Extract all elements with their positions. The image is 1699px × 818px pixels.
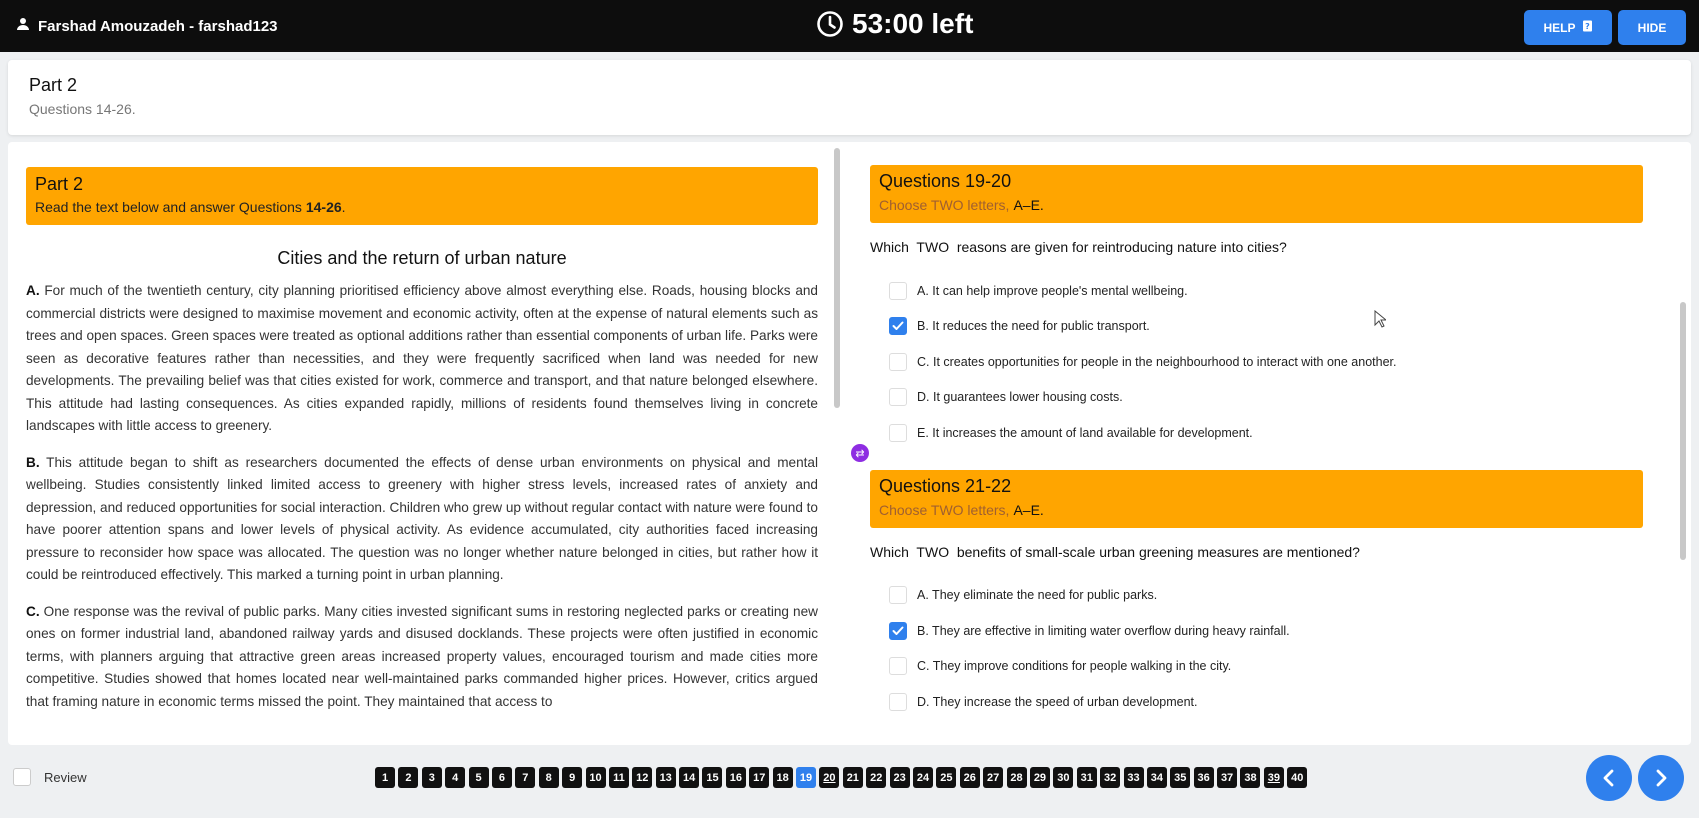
banner-range: 14-26 [305,199,342,215]
top-bar [0,0,1699,52]
question-number-39[interactable]: 39 [1264,767,1284,788]
paragraph-letter: C. [26,603,40,619]
passage-scrollbar[interactable] [834,148,840,408]
bottom-bar [8,750,1691,807]
part-subtitle: Questions 14-26. [29,101,136,117]
clock-icon [816,10,844,38]
paragraph-text: This attitude began to shift as researchers documented the effects of dense urban environments on physical and mental wellbeing. Studies consistently linked limited access to greenery with higher stress levels, increased rates of anxiety and depression, and reduced opportunities for social interaction. Children who grew up without regular contact with nature were found to have poorer attention spans and lower levels of physical activity. As evidence accumulated, city authorities faced increasing pressure to reconsider how space was allocated. The question was no longer whether nature belonged in cities, but rather how it could be reintroduced effectively. This marked a turning point in urban planning. [26,454,818,582]
question-number-32[interactable]: 32 [1100,767,1120,788]
option-checkbox[interactable] [889,424,907,442]
question-number-38[interactable]: 38 [1240,767,1260,788]
hide-label: HIDE [1637,20,1667,35]
part-header [8,60,1691,135]
question-number-37[interactable]: 37 [1217,767,1237,788]
swap-icon[interactable]: ⇄ [851,444,869,462]
instruction-hint: Choose TWO letters, [879,501,1010,518]
option-label: D. It guarantees lower housing costs. [917,390,1123,405]
questions-pane[interactable] [870,165,1643,735]
question-number-14[interactable]: 14 [679,767,699,788]
user-name: Farshad Amouzadeh - farshad123 [38,17,278,35]
option-label: D. They increase the speed of urban development. [917,694,1198,709]
paragraph-letter: A. [26,283,40,298]
question-number-11[interactable]: 11 [609,767,629,788]
answer-option[interactable] [870,578,1643,614]
question-number-3[interactable]: 3 [422,767,442,788]
question-number-10[interactable]: 10 [586,767,606,788]
paragraph-letter: B. [26,454,40,470]
mouse-cursor-icon [1374,310,1386,331]
passage-paragraph [26,601,818,714]
option-label: C. They improve conditions for people walking in the city. [917,659,1232,674]
svg-text:?: ? [1584,22,1590,31]
banner-end: . [341,199,346,215]
timer [816,8,973,40]
help-label: HELP [1543,20,1576,35]
passage-banner [26,167,818,225]
instruction-letters: A–E. [1013,197,1044,213]
banner-text: Read the text below and answer Questions [35,199,306,215]
review-checkbox[interactable] [13,768,31,786]
question-number-33[interactable]: 33 [1124,767,1144,788]
option-checkbox[interactable] [889,586,907,604]
answer-option[interactable] [870,415,1643,451]
timer-text: 53:00 left [852,8,974,39]
question-banner [870,470,1643,528]
answer-option[interactable] [870,273,1643,309]
question-number-9[interactable]: 9 [562,767,582,788]
answer-option[interactable] [870,309,1643,345]
question-number-22[interactable]: 22 [866,767,886,788]
option-checkbox[interactable] [889,657,907,675]
question-number-25[interactable]: 25 [936,767,956,788]
chevron-right-icon [1654,769,1668,787]
question-number-16[interactable]: 16 [726,767,746,788]
review-toggle[interactable] [13,768,87,786]
answer-option[interactable] [870,684,1643,720]
option-label: E. It increases the amount of land available for development. [917,425,1253,440]
option-checkbox[interactable] [889,693,907,711]
question-number-7[interactable]: 7 [515,767,535,788]
option-label: B. They are effective in limiting water overflow during heavy rainfall. [917,623,1290,638]
check-icon [892,321,904,331]
option-checkbox[interactable] [889,622,907,640]
question-group [870,165,1643,451]
question-number-31[interactable]: 31 [1077,767,1097,788]
question-number-1[interactable]: 1 [375,767,395,788]
passage-paragraph [26,452,818,587]
question-number-36[interactable]: 36 [1194,767,1214,788]
question-prompt: Which TWO benefits of small-scale urban greening measures are mentioned? [870,543,1360,560]
question-number-34[interactable]: 34 [1147,767,1167,788]
question-prompt: Which TWO reasons are given for reintroducing nature into cities? [870,239,1287,255]
question-number-35[interactable]: 35 [1170,767,1190,788]
check-icon [892,626,904,636]
answer-option[interactable] [870,344,1643,380]
question-number-29[interactable]: 29 [1030,767,1050,788]
question-number-26[interactable]: 26 [960,767,980,788]
passage-banner-instructions [35,199,809,215]
question-number-13[interactable]: 13 [656,767,676,788]
option-checkbox[interactable] [889,388,907,406]
question-number-20[interactable]: 20 [819,767,839,788]
question-number-2[interactable]: 2 [398,767,418,788]
question-number-30[interactable]: 30 [1053,767,1073,788]
answer-option[interactable] [870,613,1643,649]
option-checkbox[interactable] [889,282,907,300]
passage-pane[interactable] [26,167,818,737]
question-number-5[interactable]: 5 [469,767,489,788]
paragraph-text: One response was the revival of public parks. Many cities invested significant sums in restoring neglected parks or creating new ones on former industrial land, abandoned railway yards and disused docklands. These projects were often justified in economic terms, with planners arguing that attractive green areas increased property values, encouraged tourism and made cities more competitive. Studies showed that homes located near well-maintained parks commanded higher prices. However, critics argued that framing nature in economic terms missed the point. They maintained that access to [26,603,818,709]
passage-body [26,280,818,713]
option-label: A. They eliminate the need for public parks. [917,588,1158,603]
question-instruction [879,502,1634,518]
chevron-left-icon [1602,769,1616,787]
main-content [8,142,1691,745]
option-label: B. It reduces the need for public transport. [917,319,1150,334]
user-info [16,17,278,35]
hide-button[interactable] [1618,10,1686,45]
question-navigator [375,767,1307,788]
question-number-19[interactable]: 19 [796,767,816,788]
question-number-8[interactable]: 8 [539,767,559,788]
passage-banner-title: Part 2 [35,174,84,194]
user-icon [16,17,30,35]
answer-option[interactable] [870,649,1643,685]
option-label: C. It creates opportunities for people in the neighbourhood to interact with one another. [917,354,1397,369]
instruction-letters: A–E. [1013,501,1044,518]
answer-option[interactable] [870,380,1643,416]
review-label: Review [44,769,87,785]
option-checkbox[interactable] [889,353,907,371]
passage-title: Cities and the return of urban nature [277,248,567,268]
help-book-icon [1582,20,1593,35]
paragraph-text: For much of the twentieth century, city planning prioritised efficiency above almost everything else. Roads, housing blocks and commercial districts were designed to maximise movement and economic activity, often at the expense of natural elements such as trees and open spaces. Green spaces were treated as optional additions rather than essential components of urban life. Parks were seen as decorative features rather than necessities, and they were frequently sacrificed when land was needed for new developments. The prevailing belief was that cities existed for work, commerce and transport, and that nature belonged elsewhere. This attitude had lasting consequences. As cities expanded rapidly, millions of residents found themselves living in concrete landscapes with little access to greenery. [26,283,818,433]
question-group-title: Questions 21-22 [879,475,1012,496]
question-number-4[interactable]: 4 [445,767,465,788]
question-number-21[interactable]: 21 [843,767,863,788]
help-button[interactable] [1524,10,1612,45]
question-number-12[interactable]: 12 [632,767,652,788]
question-group-title: Questions 19-20 [879,171,1012,191]
question-instruction [879,197,1634,213]
instruction-hint: Choose TWO letters, [879,197,1010,213]
previous-button[interactable] [1586,755,1632,801]
question-number-28[interactable]: 28 [1007,767,1027,788]
passage-paragraph [26,280,818,438]
question-number-23[interactable]: 23 [890,767,910,788]
question-group [870,470,1643,720]
part-title: Part 2 [29,75,78,95]
question-number-27[interactable]: 27 [983,767,1003,788]
question-number-17[interactable]: 17 [749,767,769,788]
question-banner [870,165,1643,223]
option-label: A. It can help improve people's mental wellbeing. [917,283,1188,298]
question-number-15[interactable]: 15 [702,767,722,788]
question-number-6[interactable]: 6 [492,767,512,788]
next-button[interactable] [1638,755,1684,801]
questions-scrollbar[interactable] [1680,302,1686,560]
question-number-40[interactable]: 40 [1287,767,1307,788]
question-number-24[interactable]: 24 [913,767,933,788]
question-number-18[interactable]: 18 [773,767,793,788]
option-checkbox[interactable] [889,317,907,335]
